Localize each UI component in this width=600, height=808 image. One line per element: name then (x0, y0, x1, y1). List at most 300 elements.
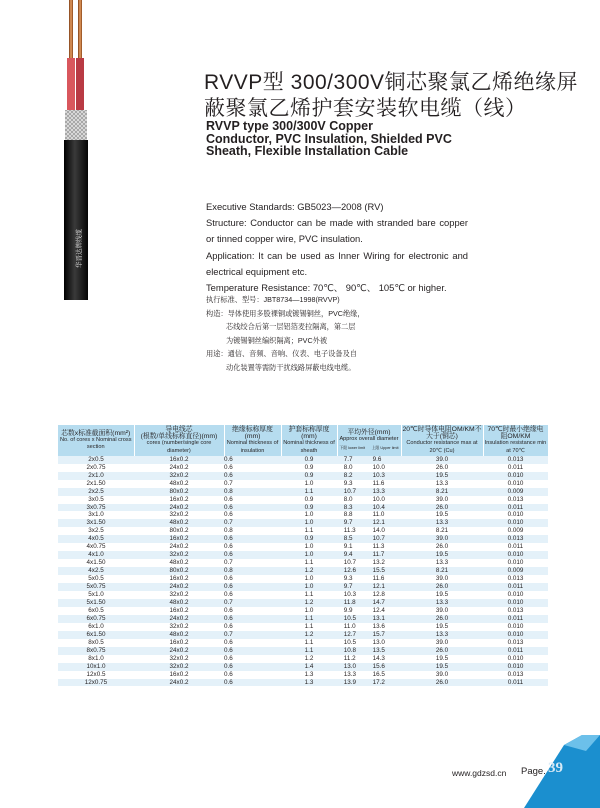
footer-page-label: Page. (521, 766, 546, 777)
diameter-upper-value: 9.6 (372, 455, 382, 463)
header-diameter-en: Approx overall diameter (339, 436, 399, 443)
table-cell: 5x0.5 (58, 575, 134, 583)
table-cell-diameter (337, 472, 401, 480)
executive-standards: Executive Standards: GB5023—2008 (RV) (206, 201, 384, 212)
diameter-upper-value: 13.6 (372, 622, 385, 630)
table-cell: 0.009 (483, 488, 548, 496)
table-cell: 2x1.0 (58, 472, 134, 480)
diameter-lower-value: 7.7 (343, 455, 353, 463)
table-cell: 32x0.2 (134, 511, 224, 519)
table-cell: 48x0.2 (134, 631, 224, 639)
table-cell: 19.5 (401, 511, 483, 519)
table-cell: 0.8 (224, 527, 281, 535)
table-cell-diameter (337, 559, 401, 567)
table-cell-diameter (337, 535, 401, 543)
table-cell: 0.7 (224, 519, 281, 527)
table-row (58, 456, 548, 464)
table-cell: 1.0 (281, 607, 337, 615)
table-cell: 13.3 (401, 559, 483, 567)
header-sheath-cn: 护套标称厚度(mm) (288, 426, 330, 441)
table-cell-diameter (337, 519, 401, 527)
table-row (58, 535, 548, 543)
table-row (58, 631, 548, 639)
table-cell: 0.013 (483, 639, 548, 647)
table-cell: 48x0.2 (134, 480, 224, 488)
table-cell: 24x0.2 (134, 583, 224, 591)
header-insulation-en: Nominal thickness of insulation (226, 440, 279, 454)
table-cell-diameter (337, 567, 401, 575)
table-cell: 1.2 (281, 631, 337, 639)
table-cell: 48x0.2 (134, 559, 224, 567)
table-cell-diameter (337, 663, 401, 671)
diameter-upper-value: 13.2 (372, 559, 385, 567)
table-cell: 19.5 (401, 591, 483, 599)
cn-structure-line: 构造：导体使用多股裸铜或镀锡铜丝，PVC绝缘， (206, 308, 365, 318)
table-cell: 0.010 (483, 519, 548, 527)
table-cell: 1.0 (281, 480, 337, 488)
title-english-line: Sheath, Flexible Installation Cable (206, 144, 409, 158)
table-cell: 0.6 (224, 456, 281, 464)
table-cell: 0.6 (224, 679, 281, 687)
table-cell: 26.0 (401, 647, 483, 655)
table-row (58, 671, 548, 679)
table-cell: 0.013 (483, 671, 548, 679)
table-cell-diameter (337, 647, 401, 655)
table-cell: 0.010 (483, 511, 548, 519)
table-cell: 5x0.75 (58, 583, 134, 591)
diameter-lower-value: 8.5 (343, 535, 353, 543)
table-cell: 0.7 (224, 599, 281, 607)
temperature-text: Temperature Resistance: 70℃、 90℃、 105℃ or higher. (206, 282, 447, 294)
table-cell: 1.1 (281, 623, 337, 631)
table-cell: 8.21 (401, 488, 483, 496)
diameter-lower-value: 8.2 (343, 471, 353, 479)
header-diameter (337, 425, 401, 456)
header-insulation-resistance (483, 425, 548, 456)
table-cell: 26.0 (401, 464, 483, 472)
table-cell: 4x1.0 (58, 551, 134, 559)
table-row (58, 583, 548, 591)
table-row (58, 607, 548, 615)
table-cell: 0.6 (224, 543, 281, 551)
table-row (58, 567, 548, 575)
diameter-upper-value: 11.0 (372, 511, 385, 519)
table-cell: 39.0 (401, 535, 483, 543)
table-row (58, 575, 548, 583)
table-cell: 12x0.5 (58, 671, 134, 679)
diameter-lower-value: 10.8 (343, 646, 357, 654)
table-cell: 0.9 (281, 535, 337, 543)
table-cell-diameter (337, 655, 401, 663)
diameter-upper-value: 13.0 (372, 638, 385, 646)
cn-usage-line: 动化装置等需防干扰线路屏蔽电线电缆。 (226, 362, 356, 372)
header-insulation (224, 425, 281, 456)
diameter-lower-value: 9.3 (343, 479, 353, 487)
diameter-upper-value: 12.1 (372, 519, 385, 527)
diameter-lower-value: 9.7 (343, 583, 353, 591)
structure-text: Structure: Conductor can be made with stranded bare copper or tinned copper wire, PVC insulation. (206, 217, 468, 245)
table-cell: 0.6 (224, 639, 281, 647)
table-cell: 0.6 (224, 663, 281, 671)
table-cell: 19.5 (401, 623, 483, 631)
table-cell-diameter (337, 679, 401, 687)
table-row (58, 480, 548, 488)
header-resistance-cn: 20℃时导体电阻OM/KM不大于(铜芯) (402, 426, 482, 441)
table-cell: 24x0.2 (134, 504, 224, 512)
table-cell: 0.010 (483, 480, 548, 488)
table-cell-diameter (337, 527, 401, 535)
diameter-lower-value: 10.5 (343, 638, 357, 646)
table-row (58, 559, 548, 567)
table-cell: 1.0 (281, 583, 337, 591)
table-row (58, 663, 548, 671)
diameter-upper-value: 17.2 (372, 678, 385, 686)
title-chinese: RVVP型 300/300V铜芯聚氯乙烯绝缘屏蔽聚氯乙烯护套安装软电缆（线） (204, 71, 579, 120)
table-cell: 0.010 (483, 663, 548, 671)
table-cell: 1.2 (281, 599, 337, 607)
table-cell: 0.6 (224, 496, 281, 504)
table-cell-diameter (337, 488, 401, 496)
table-row (58, 543, 548, 551)
diameter-lower-value: 8.0 (343, 463, 353, 471)
insulation-left (67, 58, 75, 116)
table-cell: 0.009 (483, 527, 548, 535)
table-cell: 16x0.2 (134, 456, 224, 464)
table-cell-diameter (337, 671, 401, 679)
table-cell: 13.3 (401, 519, 483, 527)
diameter-upper-value: 12.4 (372, 606, 385, 614)
table-cell: 0.6 (224, 623, 281, 631)
table-cell: 0.9 (281, 456, 337, 464)
table-cell-diameter (337, 480, 401, 488)
table-row (58, 647, 548, 655)
table-cell: 39.0 (401, 496, 483, 504)
spec-table-body (58, 456, 548, 687)
table-cell: 13.3 (401, 631, 483, 639)
diameter-lower-value: 11.8 (343, 598, 356, 606)
table-cell: 4x0.5 (58, 535, 134, 543)
table-cell-diameter (337, 496, 401, 504)
diameter-lower-value: 11.0 (343, 622, 356, 630)
header-cores-en: No. of cores x Nominal cross section (60, 436, 132, 450)
table-cell: 0.9 (281, 472, 337, 480)
diameter-upper-value: 12.8 (372, 591, 385, 599)
table-cell: 0.9 (281, 504, 337, 512)
table-cell: 0.8 (224, 488, 281, 496)
table-cell: 26.0 (401, 679, 483, 687)
footer-url[interactable]: www.gdzsd.cn (452, 768, 507, 778)
table-cell: 0.010 (483, 599, 548, 607)
header-insulation-resistance-cn: 70℃时最小绝缘电阻OM/KM (487, 426, 544, 441)
table-cell: 6x0.5 (58, 607, 134, 615)
diameter-upper-value: 11.6 (372, 479, 385, 487)
header-sheath (281, 425, 337, 456)
table-cell: 5x1.50 (58, 599, 134, 607)
table-row (58, 519, 548, 527)
table-cell: 3x1.50 (58, 519, 134, 527)
title-english-line: RVVP type 300/300V Copper (206, 119, 373, 133)
table-cell-diameter (337, 456, 401, 464)
table-cell: 13.3 (401, 599, 483, 607)
header-sheath-en: Nominal thickness of sheath (283, 440, 335, 454)
table-cell: 0.8 (224, 567, 281, 575)
table-cell: 3x1.0 (58, 511, 134, 519)
table-cell: 0.6 (224, 551, 281, 559)
table-row (58, 551, 548, 559)
diameter-lower-value: 8.3 (343, 503, 353, 511)
table-cell: 0.7 (224, 559, 281, 567)
diameter-upper-value: 15.7 (372, 630, 385, 638)
header-diameter-cn: 平均外径(mm) (347, 429, 391, 437)
header-diameter-lower: 下限 lower limit (339, 445, 366, 450)
table-cell: 0.6 (224, 647, 281, 655)
table-cell: 32x0.2 (134, 551, 224, 559)
diameter-upper-value: 10.4 (372, 503, 385, 511)
header-conductor-cn: 导电线芯 (根数/单线标称直径)(mm) (140, 426, 218, 441)
table-row (58, 472, 548, 480)
table-cell: 0.010 (483, 559, 548, 567)
header-insulation-resistance-en: Insulation resistance min at 70℃ (484, 440, 547, 454)
table-cell: 2x2.5 (58, 488, 134, 496)
table-cell: 3x0.5 (58, 496, 134, 504)
table-cell: 32x0.2 (134, 472, 224, 480)
diameter-lower-value: 9.9 (343, 606, 353, 614)
table-cell: 80x0.2 (134, 488, 224, 496)
table-cell: 39.0 (401, 671, 483, 679)
diameter-upper-value: 11.6 (372, 575, 385, 583)
table-cell: 39.0 (401, 607, 483, 615)
table-cell: 0.010 (483, 591, 548, 599)
table-cell: 0.9 (281, 464, 337, 472)
header-conductor-en: cores (number/single core diameter) (146, 440, 212, 454)
table-row (58, 591, 548, 599)
diameter-lower-value: 9.4 (343, 551, 353, 559)
table-cell: 24x0.2 (134, 647, 224, 655)
table-cell-diameter (337, 615, 401, 623)
cn-structure-line: 为镀锡铜丝编织隔离；PVC外被 (226, 335, 328, 345)
diameter-upper-value: 15.5 (372, 567, 385, 575)
table-cell: 10x1.0 (58, 663, 134, 671)
table-cell: 0.011 (483, 583, 548, 591)
table-cell: 24x0.2 (134, 464, 224, 472)
header-cores-cn: 芯数x标准截面积(mm²) (61, 429, 131, 437)
diameter-lower-value: 8.8 (343, 511, 353, 519)
diameter-lower-value: 9.3 (343, 575, 353, 583)
table-cell: 0.6 (224, 464, 281, 472)
header-resistance-en: Conductor resistance max at 20℃ (Cu) (406, 440, 478, 454)
table-cell: 0.6 (224, 504, 281, 512)
table-cell: 1.3 (281, 679, 337, 687)
table-cell: 8x0.75 (58, 647, 134, 655)
diameter-lower-value: 9.1 (343, 543, 353, 551)
diameter-upper-value: 10.7 (372, 535, 385, 543)
cn-standard: 执行标准、型号：JBT8734—1998(RVVP) (206, 295, 340, 304)
table-cell: 8x1.0 (58, 655, 134, 663)
table-cell: 2x0.75 (58, 464, 134, 472)
table-cell: 39.0 (401, 456, 483, 464)
diameter-lower-value: 13.3 (343, 670, 357, 678)
table-cell: 16x0.2 (134, 496, 224, 504)
table-cell: 0.6 (224, 535, 281, 543)
diameter-lower-value: 11.3 (343, 527, 356, 535)
table-cell-diameter (337, 599, 401, 607)
diameter-lower-value: 11.2 (343, 654, 356, 662)
table-cell: 1.0 (281, 551, 337, 559)
table-cell: 1.1 (281, 527, 337, 535)
diameter-upper-value: 14.0 (372, 527, 385, 535)
table-cell: 0.6 (224, 511, 281, 519)
table-cell: 1.2 (281, 567, 337, 575)
table-row (58, 511, 548, 519)
table-cell-diameter (337, 591, 401, 599)
table-cell: 0.9 (281, 496, 337, 504)
table-cell: 8.21 (401, 567, 483, 575)
table-cell-diameter (337, 631, 401, 639)
table-cell: 1.1 (281, 647, 337, 655)
spec-table (58, 425, 549, 686)
table-row (58, 639, 548, 647)
table-row (58, 504, 548, 512)
header-cores (58, 425, 134, 456)
table-cell: 1.0 (281, 543, 337, 551)
table-cell-diameter (337, 511, 401, 519)
table-cell: 0.7 (224, 480, 281, 488)
table-cell: 24x0.2 (134, 679, 224, 687)
table-cell: 0.009 (483, 567, 548, 575)
table-cell: 0.010 (483, 472, 548, 480)
table-cell-diameter (337, 639, 401, 647)
table-cell: 0.010 (483, 655, 548, 663)
table-cell: 12x0.75 (58, 679, 134, 687)
cable-print-label: 华晋达牌线缆 (75, 229, 83, 268)
table-cell: 2x1.50 (58, 480, 134, 488)
table-row (58, 464, 548, 472)
table-row (58, 615, 548, 623)
table-cell: 0.011 (483, 615, 548, 623)
diameter-lower-value: 10.7 (343, 559, 357, 567)
table-cell: 0.010 (483, 551, 548, 559)
english-info (206, 199, 468, 296)
table-cell-diameter (337, 543, 401, 551)
table-cell: 8.21 (401, 527, 483, 535)
table-cell: 32x0.2 (134, 663, 224, 671)
table-cell: 1.1 (281, 488, 337, 496)
table-cell: 0.7 (224, 631, 281, 639)
cn-usage-line: 用途：通信、音频、音响、仪表、电子设备及自 (206, 349, 357, 358)
table-row (58, 623, 548, 631)
table-row (58, 599, 548, 607)
table-cell: 80x0.2 (134, 567, 224, 575)
diameter-upper-value: 10.0 (372, 463, 385, 471)
table-row (58, 679, 548, 687)
diameter-lower-value: 8.0 (343, 495, 353, 503)
table-cell: 26.0 (401, 583, 483, 591)
table-cell: 39.0 (401, 639, 483, 647)
table-cell: 6x1.50 (58, 631, 134, 639)
table-cell: 1.2 (281, 655, 337, 663)
application-text: Application: It can be used as Inner Wiring for electronic and electrical equipment etc. (206, 249, 468, 277)
table-cell: 0.013 (483, 607, 548, 615)
diameter-lower-value: 13.0 (343, 662, 357, 670)
table-header-row (58, 425, 548, 456)
table-cell: 0.011 (483, 464, 548, 472)
table-cell: 19.5 (401, 655, 483, 663)
table-cell: 0.6 (224, 591, 281, 599)
diameter-upper-value: 12.1 (372, 583, 385, 591)
diameter-lower-value: 12.7 (343, 630, 357, 638)
table-cell: 0.011 (483, 679, 548, 687)
title-english (206, 120, 586, 158)
header-insulation-cn: 绝缘标称厚度(mm) (232, 426, 273, 441)
table-cell: 1.0 (281, 575, 337, 583)
table-cell: 13.3 (401, 480, 483, 488)
diameter-upper-value: 11.3 (372, 543, 385, 551)
header-conductor (134, 425, 224, 456)
table-cell: 24x0.2 (134, 615, 224, 623)
table-cell: 16x0.2 (134, 607, 224, 615)
table-cell: 39.0 (401, 575, 483, 583)
table-cell: 1.1 (281, 591, 337, 599)
table-cell: 3x0.75 (58, 504, 134, 512)
table-cell-diameter (337, 607, 401, 615)
table-cell: 1.3 (281, 671, 337, 679)
header-diameter-upper: 上限 Upper limit (371, 445, 399, 450)
table-cell: 5x1.0 (58, 591, 134, 599)
table-cell: 1.1 (281, 639, 337, 647)
table-cell: 80x0.2 (134, 527, 224, 535)
table-cell: 0.6 (224, 615, 281, 623)
table-cell: 0.6 (224, 575, 281, 583)
table-cell: 0.6 (224, 607, 281, 615)
chinese-info (206, 293, 476, 374)
diameter-upper-value: 10.0 (372, 495, 385, 503)
table-cell-diameter (337, 464, 401, 472)
table-cell-diameter (337, 575, 401, 583)
cable-illustration (58, 0, 94, 300)
table-cell: 4x0.75 (58, 543, 134, 551)
table-cell: 24x0.2 (134, 543, 224, 551)
outer-jacket (64, 140, 88, 300)
diameter-upper-value: 10.3 (372, 471, 385, 479)
diameter-upper-value: 14.7 (372, 598, 385, 606)
table-cell: 0.011 (483, 647, 548, 655)
table-row (58, 527, 548, 535)
table-cell: 0.6 (224, 472, 281, 480)
table-cell: 2x0.5 (58, 456, 134, 464)
table-cell: 0.010 (483, 623, 548, 631)
cn-structure-line: 芯线绞合后第一层铝箔麦拉隔离，第二层 (226, 322, 356, 331)
table-cell: 1.4 (281, 663, 337, 671)
title-english-line: Conductor, PVC Insulation, Shielded PVC (206, 131, 452, 146)
table-cell: 16x0.2 (134, 535, 224, 543)
table-cell: 1.1 (281, 559, 337, 567)
table-cell-diameter (337, 504, 401, 512)
table-cell: 0.6 (224, 655, 281, 663)
table-cell-diameter (337, 583, 401, 591)
table-cell-diameter (337, 551, 401, 559)
table-cell: 0.013 (483, 535, 548, 543)
table-cell: 4x1.50 (58, 559, 134, 567)
table-cell: 16x0.2 (134, 639, 224, 647)
table-cell: 1.0 (281, 511, 337, 519)
diameter-lower-value: 12.6 (343, 567, 357, 575)
table-cell: 0.010 (483, 631, 548, 639)
diameter-upper-value: 14.3 (372, 654, 385, 662)
insulation-right (76, 58, 84, 116)
table-cell: 0.6 (224, 583, 281, 591)
table-cell: 48x0.2 (134, 519, 224, 527)
diameter-upper-value: 13.1 (372, 614, 385, 622)
